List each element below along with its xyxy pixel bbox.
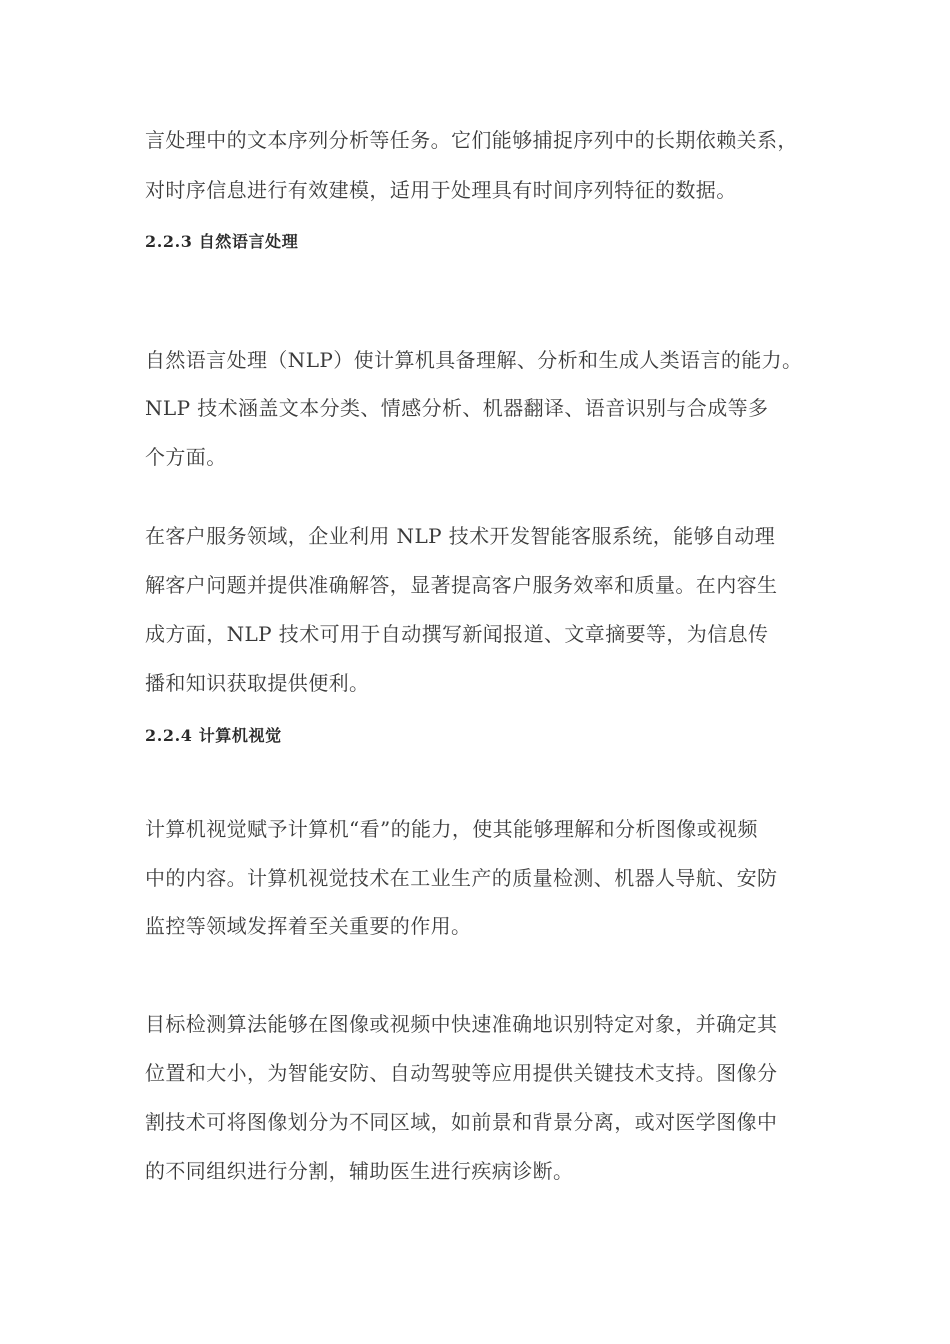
paragraph-line: 中的内容。计算机视觉技术在工业生产的质量检测、机器人导航、安防 <box>145 866 778 890</box>
paragraph-line: 解客户问题并提供准确解答，显著提高客户服务效率和质量。在内容生 <box>145 573 778 597</box>
paragraph-line: 在客户服务领域，企业利用 NLP 技术开发智能客服系统，能够自动理 <box>145 524 776 548</box>
section-heading-2-2-4: 2.2.4 计算机视觉 <box>145 726 282 745</box>
paragraph-line: 对时序信息进行有效建模，适用于处理具有时间序列特征的数据。 <box>145 178 737 202</box>
paragraph-line: 成方面，NLP 技术可用于自动撰写新闻报道、文章摘要等，为信息传 <box>145 622 769 646</box>
paragraph-line: 言处理中的文本序列分析等任务。它们能够捕捉序列中的长期依赖关系， <box>145 128 798 152</box>
paragraph-line: 播和知识获取提供便利。 <box>145 671 370 695</box>
paragraph-line: NLP 技术涵盖文本分类、情感分析、机器翻译、语音识别与合成等多 <box>145 396 769 420</box>
paragraph-line: 计算机视觉赋予计算机“看”的能力，使其能够理解和分析图像或视频 <box>145 817 758 841</box>
paragraph-line: 的不同组织进行分割，辅助医生进行疾病诊断。 <box>145 1159 574 1183</box>
paragraph-line: 自然语言处理（NLP）使计算机具备理解、分析和生成人类语言的能力。 <box>145 348 803 372</box>
paragraph-line: 割技术可将图像划分为不同区域，如前景和背景分离，或对医学图像中 <box>145 1110 778 1134</box>
paragraph-line: 个方面。 <box>145 445 227 469</box>
paragraph-line: 目标检测算法能够在图像或视频中快速准确地识别特定对象，并确定其 <box>145 1012 778 1036</box>
paragraph-line: 监控等领域发挥着至关重要的作用。 <box>145 914 472 938</box>
paragraph-line: 位置和大小，为智能安防、自动驾驶等应用提供关键技术支持。图像分 <box>145 1061 778 1085</box>
section-heading-2-2-3: 2.2.3 自然语言处理 <box>145 232 299 251</box>
